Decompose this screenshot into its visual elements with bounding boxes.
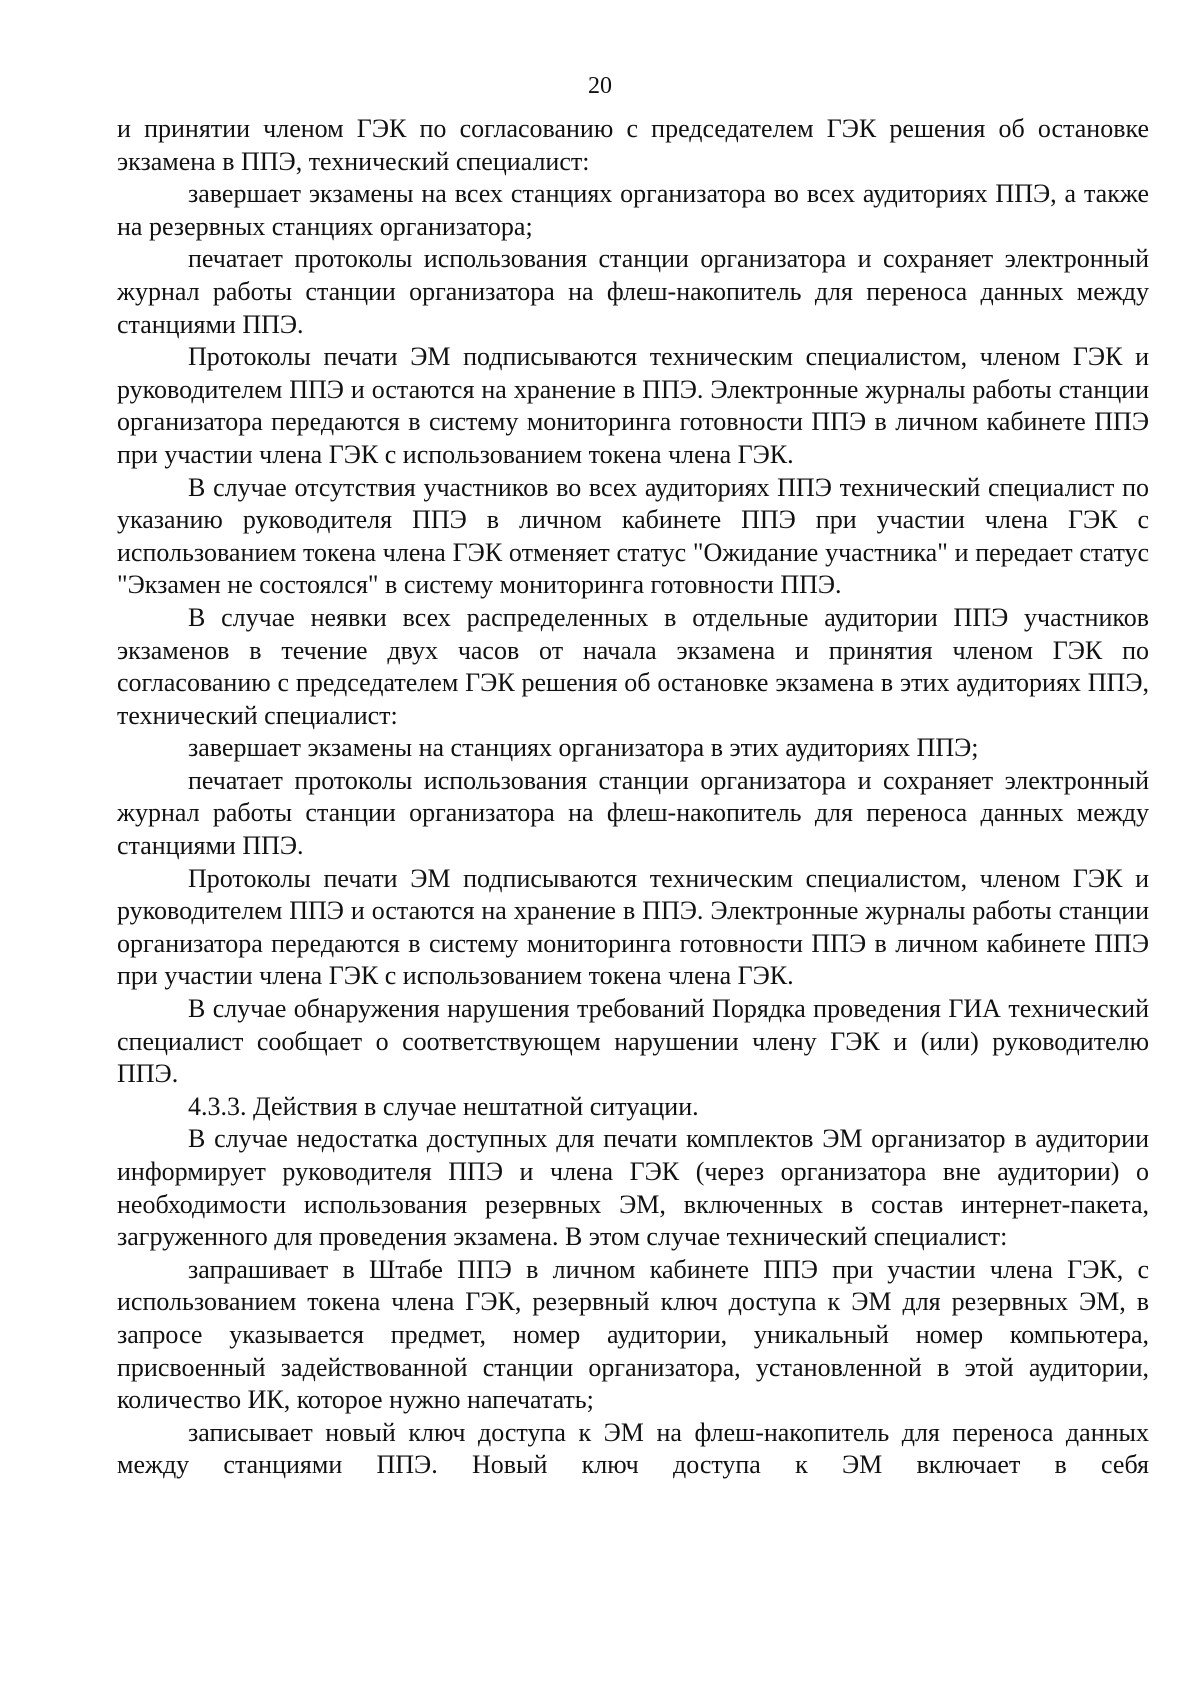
- paragraph-6: В случае неявки всех распределенных в отдельные аудитории ППЭ участников экзаменов в течение двух часов от начала экзамена и принятия членом ГЭК по согласованию с председателем ГЭК решения об остановке экзамена в этих аудиториях ППЭ, технический специалист:: [117, 602, 1149, 730]
- document-body: [117, 113, 1149, 1482]
- paragraph-12: запрашивает в Штабе ППЭ в личном кабинете ППЭ при участии члена ГЭК, с использованием токена члена ГЭК, резервный ключ доступа к ЭМ для резервных ЭМ, в запросе указывается предмет, номер аудитории, уникальный номер компьютера, присвоенный задействованной станции организатора, установленной в этой аудитории, количество ИК, которое нужно напечатать;: [117, 1254, 1149, 1415]
- paragraph-10: В случае обнаружения нарушения требований Порядка проведения ГИА технический специалист сообщает о соответствующем нарушении члену ГЭК и (или) руководителю ППЭ.: [117, 994, 1149, 1089]
- page-number: 20: [588, 73, 612, 99]
- paragraph-3: печатает протоколы использования станции организатора и сохраняет электронный журнал работы станции организатора на флеш-накопитель для переноса данных между станциями ППЭ.: [117, 244, 1149, 339]
- section-heading-4-3-3: 4.3.3. Действия в случае нештатной ситуации.: [188, 1091, 699, 1121]
- paragraph-7: завершает экзамены на станциях организатора в этих аудиториях ППЭ;: [188, 733, 979, 763]
- paragraph-2: завершает экзамены на всех станциях организатора во всех аудиториях ППЭ, а также на резервных станциях организатора;: [117, 179, 1149, 241]
- paragraph-9: Протоколы печати ЭМ подписываются техническим специалистом, членом ГЭК и руководителем ППЭ и остаются на хранение в ППЭ. Электронные журналы работы станции организатора передаются в систему мониторинга готовности ППЭ в личном кабинете ППЭ при участии члена ГЭК с использованием токена члена ГЭК.: [117, 863, 1149, 991]
- paragraph-11: В случае недостатка доступных для печати комплектов ЭМ организатор в аудитории информирует руководителя ППЭ и члена ГЭК (через организатора вне аудитории) о необходимости использования резервных ЭМ, включенных в состав интернет-пакета, загруженного для проведения экзамена. В этом случае технический специалист:: [117, 1124, 1149, 1252]
- paragraph-5: В случае отсутствия участников во всех аудиториях ППЭ технический специалист по указанию руководителя ППЭ в личном кабинете ППЭ при участии члена ГЭК с использованием токена члена ГЭК отменяет статус "Ожидание участника" и передает статус "Экзамен не состоялся" в систему мониторинга готовности ППЭ.: [117, 472, 1149, 600]
- paragraph-13: записывает новый ключ доступа к ЭМ на флеш-накопитель для переноса данных между станциями ППЭ. Новый ключ доступа к ЭМ включает в себя: [117, 1417, 1149, 1480]
- paragraph-1: и принятии членом ГЭК по согласованию с председателем ГЭК решения об остановке экзамена в ППЭ, технический специалист:: [117, 114, 1149, 176]
- paragraph-4: Протоколы печати ЭМ подписываются техническим специалистом, членом ГЭК и руководителем ППЭ и остаются на хранение в ППЭ. Электронные журналы работы станции организатора передаются в систему мониторинга готовности ППЭ в личном кабинете ППЭ при участии члена ГЭК с использованием токена члена ГЭК.: [117, 342, 1149, 469]
- paragraph-8: печатает протоколы использования станции организатора и сохраняет электронный журнал работы станции организатора на флеш-накопитель для переноса данных между станциями ППЭ.: [117, 765, 1149, 861]
